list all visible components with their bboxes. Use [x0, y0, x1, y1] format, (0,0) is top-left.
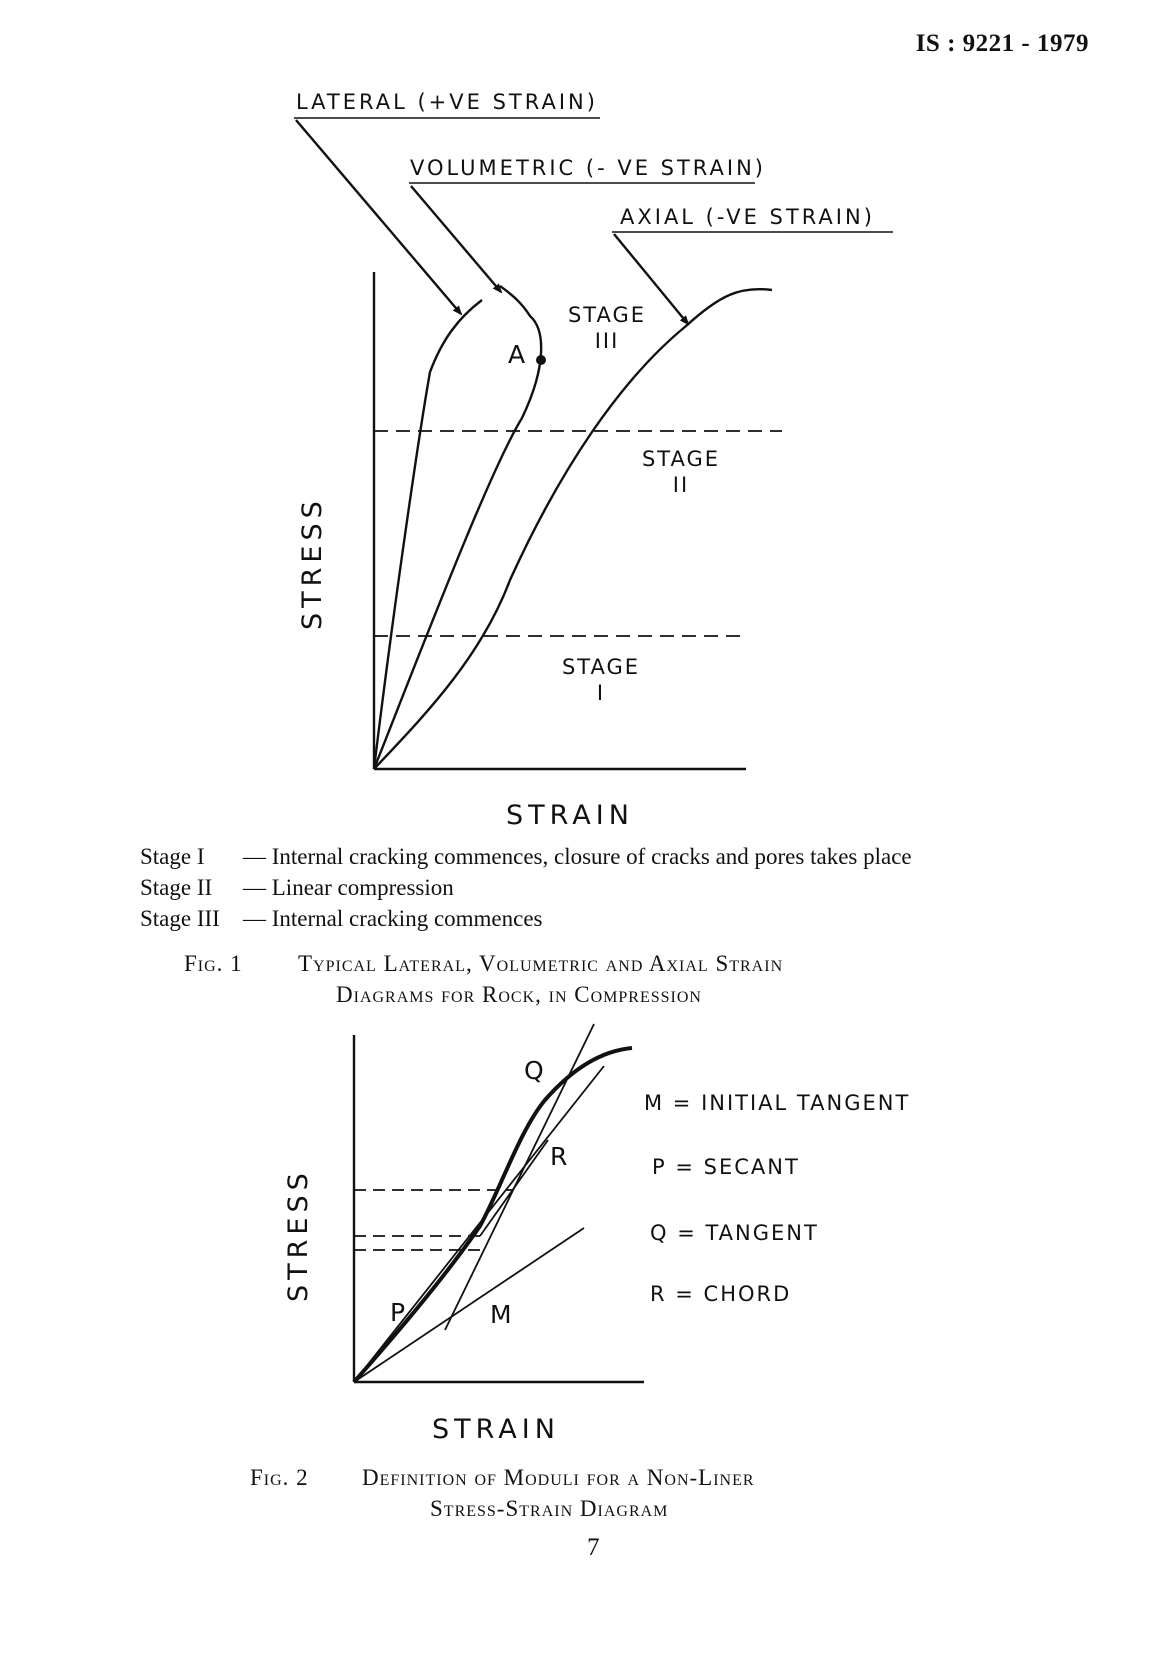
stress-strain-curve — [354, 1048, 632, 1382]
page-number: 7 — [587, 1534, 600, 1561]
stage-2-label — [636, 446, 726, 498]
stage-2-word: STAGE — [641, 447, 721, 471]
legend-row — [140, 872, 912, 903]
initial-tangent-m-line — [354, 1228, 584, 1382]
tangent-q-line — [445, 1024, 594, 1330]
legend-row — [140, 903, 912, 934]
stage-3-label — [562, 302, 652, 354]
label-r: R — [550, 1142, 568, 1171]
volumetric-label: VOLUMETRIC (- VE STRAIN) — [410, 156, 767, 180]
fig2-x-axis-label: STRAIN — [432, 1414, 560, 1445]
axial-label: AXIAL (-VE STRAIN) — [620, 205, 875, 229]
definition-p: P = SECANT — [652, 1155, 800, 1179]
definition-r: R = CHORD — [650, 1282, 792, 1306]
fig1-caption-line2: Diagrams for Rock, in Compression — [336, 982, 702, 1007]
secant-p-line — [354, 1066, 604, 1382]
fig2-y-axis-label: STRESS — [283, 1168, 314, 1302]
label-m: M — [490, 1300, 512, 1329]
fig1-caption-number — [184, 948, 243, 979]
lateral-label: LATERAL (+VE STRAIN) — [296, 90, 598, 114]
stage-1-numeral: I — [596, 681, 606, 705]
volumetric-leader — [411, 186, 501, 292]
legend-term: Stage III — [140, 906, 220, 931]
fig2-caption — [362, 1462, 982, 1524]
legend-term: Stage I — [140, 844, 205, 869]
legend-desc: — Internal cracking commences, closure of cracks and pores takes place — [243, 844, 912, 869]
fig1-caption — [298, 948, 1018, 1010]
stage-1-word: STAGE — [561, 655, 641, 679]
standard-number: IS : 9221 - 1979 — [915, 30, 1089, 57]
stage-2-numeral: II — [672, 473, 690, 497]
stage-3-word: STAGE — [567, 303, 647, 327]
fig2-caption-line2: Stress-Strain Diagram — [430, 1496, 669, 1521]
legend-desc: — Linear compression — [243, 875, 454, 900]
point-a-marker — [536, 355, 546, 365]
stage-3-numeral: III — [594, 329, 620, 353]
legend-row — [140, 841, 912, 872]
stage-legend — [140, 841, 912, 934]
fig2-caption-number — [250, 1462, 309, 1493]
stage-1-label — [556, 654, 646, 706]
label-p: P — [390, 1298, 406, 1327]
definition-q: Q = TANGENT — [650, 1221, 819, 1245]
point-a-label: A — [508, 340, 526, 369]
fig1-x-axis-label: STRAIN — [506, 800, 634, 831]
definition-m: M = INITIAL TANGENT — [644, 1091, 911, 1115]
legend-desc: — Internal cracking commences — [243, 906, 543, 931]
fig1-y-axis-label: STRESS — [297, 496, 328, 630]
lateral-curve — [374, 300, 482, 769]
fig2-caption-number-text: Fig. 2 — [250, 1465, 309, 1490]
legend-term: Stage II — [140, 875, 213, 900]
fig1-caption-number-text: Fig. 1 — [184, 951, 243, 976]
fig2-caption-line1: Definition of Moduli for a Non-Liner — [362, 1465, 755, 1490]
label-q: Q — [524, 1056, 544, 1085]
fig1-caption-line1: Typical Lateral, Volumetric and Axial Strain — [298, 951, 784, 976]
